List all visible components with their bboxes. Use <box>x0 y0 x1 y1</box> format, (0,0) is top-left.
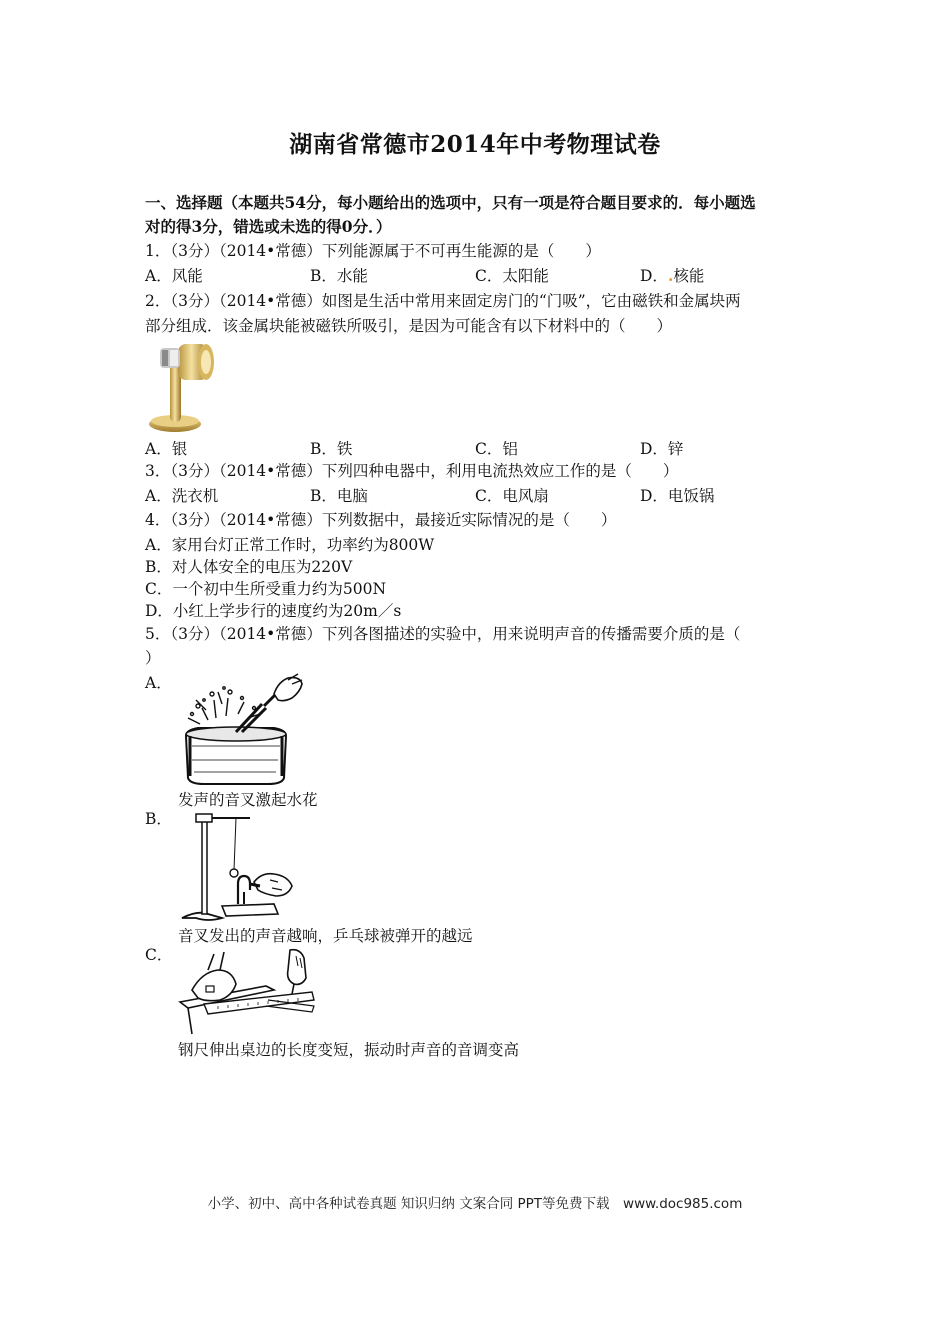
q5-stem-line2: ） <box>145 649 161 667</box>
q3-option-a: A．洗衣机 <box>145 487 219 505</box>
q5-option-c-label: C． <box>145 946 173 964</box>
q2-option-b: B．铁 <box>310 440 353 458</box>
q3-option-b: B．电脑 <box>310 487 368 505</box>
q5-option-b-label: B． <box>145 810 172 828</box>
q5-option-a-caption: 发声的音叉激起水花 <box>178 791 318 809</box>
q1-option-c: C．太阳能 <box>475 267 549 285</box>
q4-option-b: B．对人体安全的电压为220V <box>145 558 353 576</box>
q4-stem: 4．（3分）（2014•常德）下列数据中，最接近实际情况的是（ ） <box>145 511 617 529</box>
q3-option-d: D．电饭锅 <box>640 487 715 505</box>
q1-option-a: A．风能 <box>145 267 203 285</box>
q2-option-c: C．铝 <box>475 440 518 458</box>
q2-option-d: D．锌 <box>640 440 684 458</box>
q1-option-d-text: 核能 <box>673 267 705 285</box>
tuning-fork-pingpong-figure <box>178 810 298 922</box>
section-heading-line2: 对的得3分，错选或未选的得0分．） <box>145 217 392 236</box>
section-heading-line1: 一、选择题（本题共54分，每小题给出的选项中，只有一项是符合题目要求的．每小题选 <box>145 193 756 212</box>
page-title: 湖南省常德市2014年中考物理试卷 <box>289 131 661 158</box>
q5-option-c-caption: 钢尺伸出桌边的长度变短，振动时声音的音调变高 <box>178 1041 520 1059</box>
stray-dot-mark: . <box>667 266 674 285</box>
q2-stem-line1: 2．（3分）（2014•常德）如图是生活中常用来固定房门的“门吸”，它由磁铁和金属块两 <box>145 292 741 310</box>
q2-option-a: A．银 <box>145 440 188 458</box>
q3-stem: 3．（3分）（2014•常德）下列四种电器中，利用电流热效应工作的是（ ） <box>145 462 679 480</box>
q5-option-b-caption: 音叉发出的声音越响，乒乓球被弹开的越远 <box>178 927 473 945</box>
q1-option-d-prefix: D． <box>640 267 668 285</box>
q4-option-a: A．家用台灯正常工作时，功率约为800W <box>145 536 435 554</box>
q3-option-c: C．电风扇 <box>475 487 549 505</box>
q5-option-a-label: A． <box>145 674 172 692</box>
q1-option-b: B．水能 <box>310 267 368 285</box>
q5-stem-line1: 5．（3分）（2014•常德）下列各图描述的实验中，用来说明声音的传播需要介质的是（ <box>145 625 741 643</box>
q1-option-d <box>640 265 704 287</box>
steel-ruler-figure <box>178 946 318 1038</box>
page-footer: 小学、初中、高中各种试卷真题 知识归纳 文案合同 PPT等免费下载 www.doc985.com <box>207 1196 743 1212</box>
q4-option-d: D．小红上学步行的速度约为20m／s <box>145 602 402 620</box>
door-stopper-image <box>142 340 218 436</box>
q1-stem: 1．（3分）（2014•常德）下列能源属于不可再生能源的是（ ） <box>145 242 601 260</box>
q2-stem-line2: 部分组成．该金属块能被磁铁所吸引，是因为可能含有以下材料中的（ ） <box>145 317 673 335</box>
q4-option-c: C．一个初中生所受重力约为500N <box>145 580 387 598</box>
tuning-fork-water-figure <box>178 670 306 786</box>
